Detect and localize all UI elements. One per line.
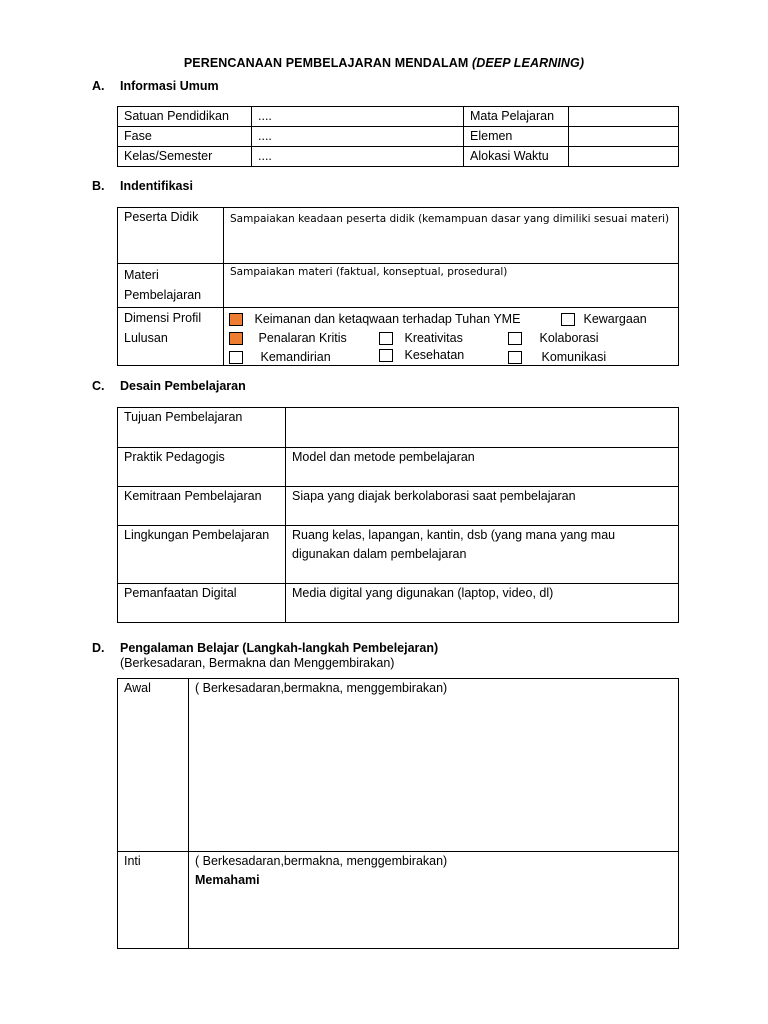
table-row bbox=[118, 448, 679, 487]
checkbox-kesehatan[interactable] bbox=[379, 349, 393, 362]
dimensi-label: Kreativitas bbox=[404, 331, 463, 345]
table-row bbox=[118, 408, 679, 448]
alokasi-waktu-label: Alokasi Waktu bbox=[464, 147, 569, 167]
fase-value[interactable]: .... bbox=[252, 127, 464, 147]
dimensi-kewargaan[interactable] bbox=[561, 310, 647, 329]
dimensi-label: Komunikasi bbox=[541, 350, 607, 364]
materi-pembelajaran-value[interactable]: Sampaiakan materi (faktual, konseptual, prosedural) bbox=[224, 264, 679, 308]
section-d-subtitle: (Berkesadaran, Bermakna dan Menggembirakan) bbox=[120, 656, 395, 670]
dimensi-kolaborasi[interactable] bbox=[508, 329, 599, 348]
awal-label: Awal bbox=[118, 679, 189, 852]
materi-pembelajaran-label: Materi Pembelajaran bbox=[118, 264, 224, 308]
kemitraan-pembelajaran-value[interactable]: Siapa yang diajak berkolaborasi saat pembelajaran bbox=[286, 487, 679, 526]
title-italic: (DEEP LEARNING) bbox=[471, 56, 585, 70]
satuan-pendidikan-value[interactable]: .... bbox=[252, 107, 464, 127]
table-row bbox=[118, 526, 679, 584]
dimensi-label: Kemandirian bbox=[260, 350, 331, 364]
section-a-title: Informasi Umum bbox=[120, 79, 219, 93]
inti-value[interactable] bbox=[189, 852, 679, 949]
section-c-title: Desain Pembelajaran bbox=[120, 379, 246, 393]
section-b-heading bbox=[92, 179, 492, 197]
mata-pelajaran-value[interactable] bbox=[569, 107, 679, 127]
checkbox-kemandirian[interactable] bbox=[229, 351, 243, 364]
table-row bbox=[118, 308, 679, 366]
dimensi-kesehatan[interactable] bbox=[379, 346, 464, 365]
page-title bbox=[0, 56, 768, 70]
table-row bbox=[118, 487, 679, 526]
dimensi-profil-label: Dimensi Profil Lulusan bbox=[118, 308, 224, 366]
awal-text: ( Berkesadaran,bermakna, menggembirakan) bbox=[195, 681, 448, 695]
tujuan-pembelajaran-label: Tujuan Pembelajaran bbox=[118, 408, 286, 448]
title-main: PERENCANAAN PEMBELAJARAN MENDALAM bbox=[183, 56, 469, 70]
mata-pelajaran-label: Mata Pelajaran bbox=[464, 107, 569, 127]
dimensi-komunikasi[interactable] bbox=[508, 348, 606, 367]
dimensi-penalaran-kritis[interactable] bbox=[229, 329, 347, 348]
dimensi-keimanan[interactable] bbox=[229, 310, 520, 329]
section-a-heading bbox=[92, 79, 492, 97]
praktik-pedagogis-label: Praktik Pedagogis bbox=[118, 448, 286, 487]
dimensi-label: Kolaborasi bbox=[539, 331, 599, 345]
elemen-label: Elemen bbox=[464, 127, 569, 147]
inti-label: Inti bbox=[118, 852, 189, 949]
inti-memahami: Memahami bbox=[195, 873, 260, 887]
dimensi-kemandirian[interactable] bbox=[229, 348, 331, 367]
section-d-title: Pengalaman Belajar (Langkah-langkah Pembelejaran) bbox=[120, 641, 439, 655]
dimensi-profil-options bbox=[224, 308, 679, 366]
dimensi-label: Penalaran Kritis bbox=[258, 331, 347, 345]
praktik-pedagogis-value[interactable]: Model dan metode pembelajaran bbox=[286, 448, 679, 487]
dimensi-label: Keimanan dan ketaqwaan terhadap Tuhan YME bbox=[254, 312, 521, 326]
section-a-letter: A. bbox=[92, 79, 105, 93]
section-b-title: Indentifikasi bbox=[120, 179, 193, 193]
peserta-didik-label: Peserta Didik bbox=[118, 208, 224, 264]
dimensi-label: Kesehatan bbox=[404, 348, 465, 362]
kemitraan-pembelajaran-label: Kemitraan Pembelajaran bbox=[118, 487, 286, 526]
fase-label: Fase bbox=[118, 127, 252, 147]
pemanfaatan-digital-label: Pemanfaatan Digital bbox=[118, 584, 286, 623]
informasi-umum-table bbox=[117, 106, 679, 167]
peserta-didik-value[interactable]: Sampaiakan keadaan peserta didik (kemampuan dasar yang dimiliki sesuai materi) bbox=[224, 208, 679, 264]
checkbox-keimanan[interactable] bbox=[229, 313, 243, 326]
checkbox-komunikasi[interactable] bbox=[508, 351, 522, 364]
kelas-semester-value[interactable]: .... bbox=[252, 147, 464, 167]
table-row bbox=[118, 208, 679, 264]
table-row bbox=[118, 147, 679, 167]
inti-text: ( Berkesadaran,bermakna, menggembirakan) bbox=[195, 854, 448, 868]
table-row bbox=[118, 107, 679, 127]
checkbox-kolaborasi[interactable] bbox=[508, 332, 522, 345]
satuan-pendidikan-label: Satuan Pendidikan bbox=[118, 107, 252, 127]
checkbox-kreativitas[interactable] bbox=[379, 332, 393, 345]
section-c-heading bbox=[92, 379, 492, 397]
checkbox-kewargaan[interactable] bbox=[561, 313, 575, 326]
kelas-semester-label: Kelas/Semester bbox=[118, 147, 252, 167]
section-d-letter: D. bbox=[92, 641, 105, 655]
table-row bbox=[118, 127, 679, 147]
tujuan-pembelajaran-value[interactable] bbox=[286, 408, 679, 448]
alokasi-waktu-value[interactable] bbox=[569, 147, 679, 167]
identifikasi-table bbox=[117, 207, 679, 366]
checkbox-penalaran-kritis[interactable] bbox=[229, 332, 243, 345]
dimensi-label: Kewargaan bbox=[583, 312, 647, 326]
desain-pembelajaran-table bbox=[117, 407, 679, 623]
table-row bbox=[118, 264, 679, 308]
lingkungan-pembelajaran-value[interactable]: Ruang kelas, lapangan, kantin, dsb (yang mana yang mau digunakan dalam pembelajaran bbox=[286, 526, 679, 584]
pemanfaatan-digital-value[interactable]: Media digital yang digunakan (laptop, video, dl) bbox=[286, 584, 679, 623]
section-b-letter: B. bbox=[92, 179, 105, 193]
awal-value[interactable] bbox=[189, 679, 679, 852]
lingkungan-pembelajaran-label: Lingkungan Pembelajaran bbox=[118, 526, 286, 584]
table-row bbox=[118, 584, 679, 623]
table-row bbox=[118, 852, 679, 949]
section-c-letter: C. bbox=[92, 379, 105, 393]
pengalaman-belajar-table bbox=[117, 678, 679, 949]
table-row bbox=[118, 679, 679, 852]
elemen-value[interactable] bbox=[569, 127, 679, 147]
